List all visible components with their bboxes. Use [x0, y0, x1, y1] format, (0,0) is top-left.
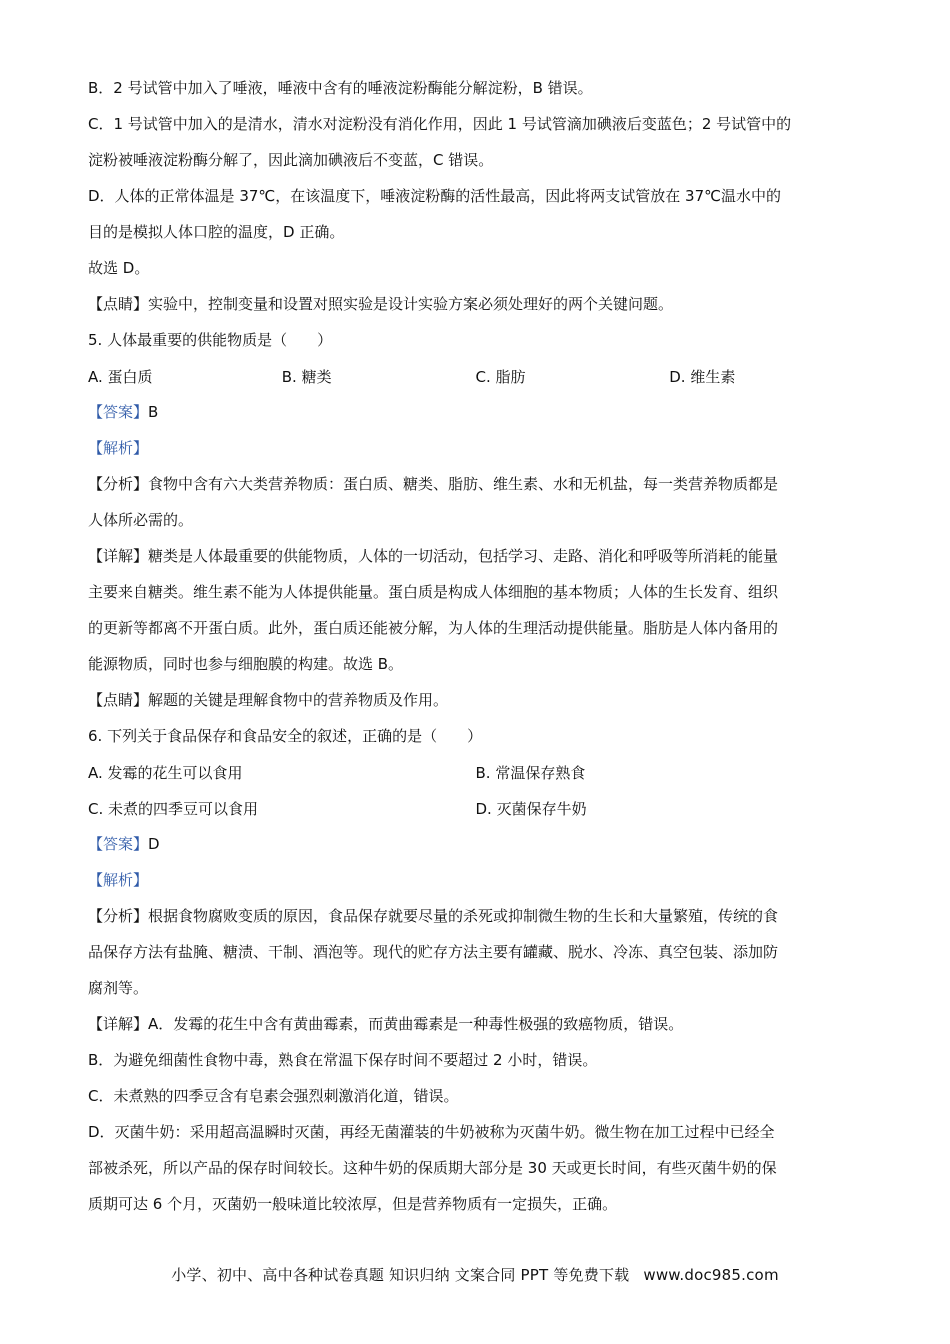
- explanation-line: D．人体的正常体温是 37℃，在该温度下，唾液淀粉酶的活性最高，因此将两支试管放在 37℃温水中的: [88, 187, 781, 205]
- analysis-line: 人体所必需的。: [88, 511, 194, 529]
- page-content: [88, 70, 863, 1222]
- detail-line: 部被杀死，所以产品的保存时间较长。这种牛奶的保质期大部分是 30 天或更长时间，有些灭菌牛奶的保: [88, 1159, 777, 1177]
- option-b: B. 常温保存熟食: [475, 763, 586, 782]
- footer-url-link[interactable]: www.doc985.com: [643, 1266, 779, 1284]
- explanation-line: 目的是模拟人体口腔的温度，D 正确。: [88, 223, 345, 241]
- detail-line: 【详解】糖类是人体最重要的供能物质，人体的一切活动，包括学习、走路、消化和呼吸等所消耗的能量: [88, 547, 779, 565]
- question-6-stem: 6. 下列关于食品保存和食品安全的叙述，正确的是（ ）: [88, 727, 483, 745]
- analysis-line: 【分析】根据食物腐败变质的原因，食品保存就要尽量的杀死或抑制微生物的生长和大量繁殖，传统的食: [88, 907, 779, 925]
- option-d: D. 维生素: [669, 367, 736, 386]
- key-point-line: 【点睛】解题的关键是理解食物中的营养物质及作用。: [88, 691, 449, 709]
- question-5-options: [88, 358, 863, 394]
- option-d: D. 灭菌保存牛奶: [475, 799, 587, 818]
- analysis-tag: 【解析】: [88, 439, 149, 457]
- option-c: C. 未煮的四季豆可以食用: [88, 799, 259, 818]
- page-footer: [0, 1264, 950, 1285]
- detail-line: C．未煮熟的四季豆含有皂素会强烈刺激消化道，错误。: [88, 1087, 459, 1105]
- answer-value: D: [148, 835, 160, 853]
- option-a: A. 蛋白质: [88, 367, 153, 386]
- question-6-options-row-2: [88, 790, 863, 826]
- detail-line: 【详解】A．发霉的花生中含有黄曲霉素，而黄曲霉素是一种毒性极强的致癌物质，错误。: [88, 1015, 684, 1033]
- analysis-line: 品保存方法有盐腌、糖渍、干制、酒泡等。现代的贮存方法主要有罐藏、脱水、冷冻、真空包装、添加防: [88, 943, 779, 961]
- detail-line: D．灭菌牛奶：采用超高温瞬时灭菌，再经无菌灌装的牛奶被称为灭菌牛奶。微生物在加工过程中已经全: [88, 1123, 775, 1141]
- detail-line: 能源物质，同时也参与细胞膜的构建。故选 B。: [88, 655, 404, 673]
- footer-text: 小学、初中、高中各种试卷真题 知识归纳 文案合同 PPT 等免费下载: [171, 1266, 630, 1284]
- option-b: B. 糖类: [281, 367, 332, 386]
- explanation-line: C．1 号试管中加入的是清水，清水对淀粉没有消化作用，因此 1 号试管滴加碘液后变蓝色；2 号试管中的: [88, 115, 792, 133]
- conclusion-line: 故选 D。: [88, 259, 150, 277]
- answer-tag: 【答案】: [88, 403, 149, 421]
- answer-line: [88, 394, 863, 430]
- detail-line: 的更新等都离不开蛋白质。此外，蛋白质还能被分解，为人体的生理活动提供能量。脂肪是人体内备用的: [88, 619, 779, 637]
- analysis-tag: 【解析】: [88, 871, 149, 889]
- explanation-line: 淀粉被唾液淀粉酶分解了，因此滴加碘液后不变蓝，C 错误。: [88, 151, 494, 169]
- option-a: A. 发霉的花生可以食用: [88, 763, 243, 782]
- analysis-line: 【分析】食物中含有六大类营养物质：蛋白质、糖类、脂肪、维生素、水和无机盐，每一类营养物质都是: [88, 475, 779, 493]
- detail-line: B．为避免细菌性食物中毒，熟食在常温下保存时间不要超过 2 小时，错误。: [88, 1051, 598, 1069]
- detail-line: 质期可达 6 个月，灭菌奶一般味道比较浓厚，但是营养物质有一定损失，正确。: [88, 1195, 618, 1213]
- answer-tag: 【答案】: [88, 835, 149, 853]
- answer-line: [88, 826, 863, 862]
- detail-line: 主要来自糖类。维生素不能为人体提供能量。蛋白质是构成人体细胞的基本物质；人体的生长发育、组织: [88, 583, 779, 601]
- key-point-line: 【点睛】实验中，控制变量和设置对照实验是设计实验方案必须处理好的两个关键问题。: [88, 295, 674, 313]
- answer-value: B: [148, 403, 159, 421]
- option-c: C. 脂肪: [475, 367, 526, 386]
- question-5-stem: 5. 人体最重要的供能物质是（ ）: [88, 331, 333, 349]
- analysis-line: 腐剂等。: [88, 979, 149, 997]
- explanation-line: B．2 号试管中加入了唾液，唾液中含有的唾液淀粉酶能分解淀粉，B 错误。: [88, 79, 593, 97]
- question-6-options-row-1: [88, 754, 863, 790]
